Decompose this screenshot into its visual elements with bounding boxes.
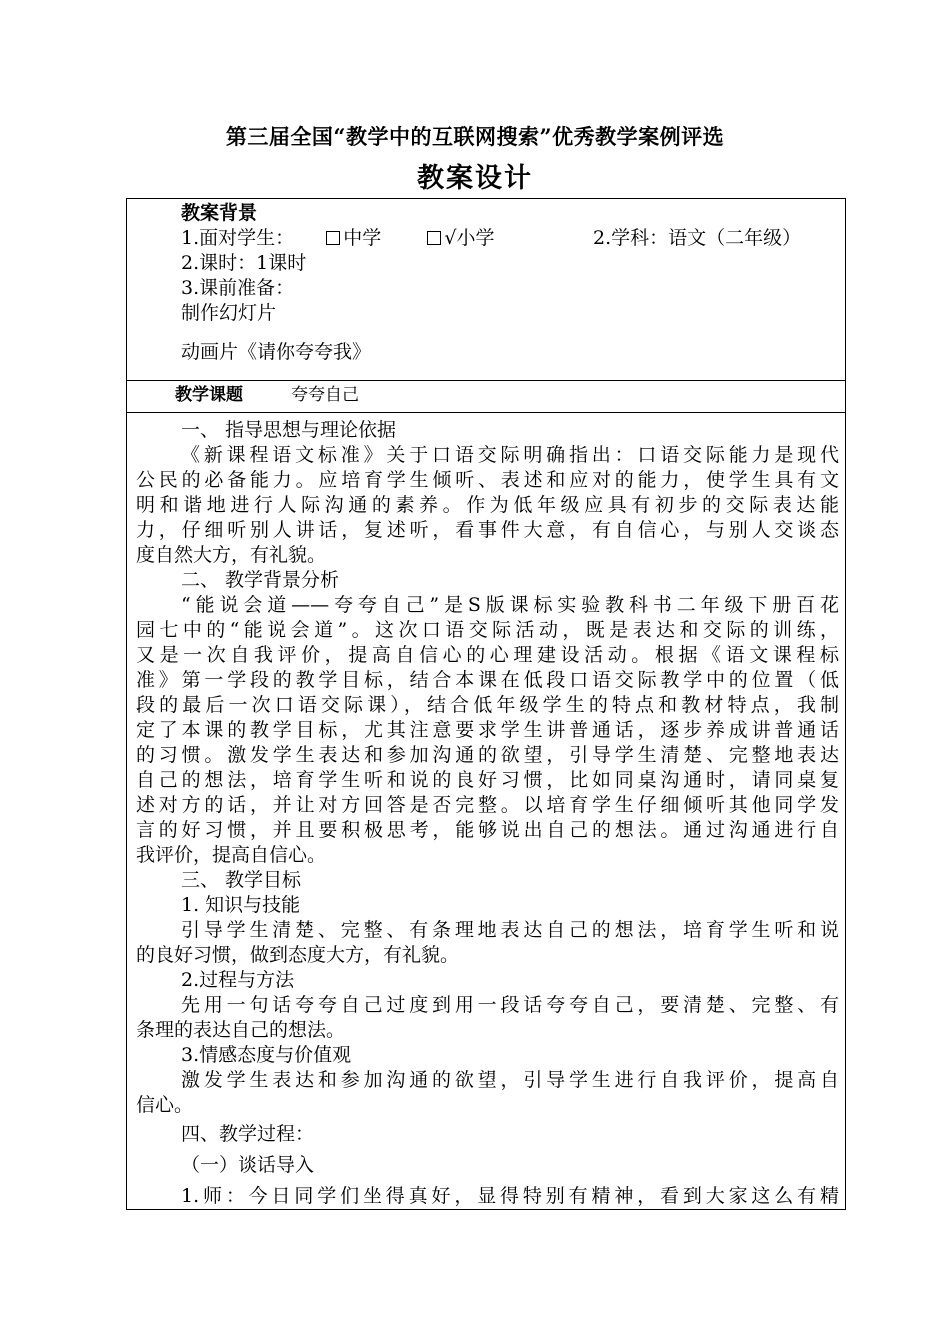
section-heading: 四、教学过程： — [181, 1123, 315, 1145]
subsection-heading: 2.过程与方法 — [181, 969, 295, 991]
middle-school-label: 中学 — [343, 227, 382, 249]
body-line: 激发学生表达和参加沟通的欲望，引导学生进行自我评价，提高自 — [181, 1069, 839, 1091]
body-line: 又是一次自我评价，提高自信心的心理建设活动。根据《语文课程标 — [136, 644, 839, 666]
body-line: 言的好习惯，并且要积极思考，能够说出自己的想法。通过沟通进行自 — [136, 819, 839, 841]
checkbox-icon — [326, 231, 340, 245]
subsection-heading: 3.情感态度与价值观 — [181, 1044, 352, 1066]
body-line: 我评价，提高自信心。 — [136, 844, 327, 866]
body-line: 定了本课的教学目标，尤其注意要求学生讲普通话，逐步养成讲普通话 — [136, 719, 839, 741]
checkbox-icon — [427, 231, 441, 245]
subsection-heading: 1. 知识与技能 — [181, 894, 301, 916]
body-line: 明和谐地进行人际沟通的素养。作为低年级应具有初步的交际表达能 — [136, 494, 839, 516]
section-heading: 三、 教学目标 — [181, 869, 302, 891]
topic-label: 教学课题 — [175, 385, 243, 405]
document-title: 教案设计 — [417, 163, 533, 194]
contest-title: 第三届全国“教学中的互联网搜索”优秀教学案例评选 — [225, 124, 725, 149]
body-line: 1.师：今日同学们坐得真好，显得特别有精神，看到大家这么有精 — [181, 1185, 839, 1207]
body-line: “能说会道——夸夸自己”是S版课标实验教科书二年级下册百花 — [181, 594, 839, 616]
body-line: 先用一句话夸夸自己过度到用一段话夸夸自己，要清楚、完整、有 — [181, 994, 839, 1016]
body-line: 力，仔细听别人讲话，复述听，看事件大意，有自信心，与别人交谈态 — [136, 519, 839, 541]
background-heading: 教案背景 — [181, 202, 258, 224]
primary-school-option[interactable] — [427, 227, 494, 249]
section-heading: 一、 指导思想与理论依据 — [181, 419, 397, 441]
prep-label: 3.课前准备： — [181, 277, 295, 299]
prep-item-animation: 动画片《请你夸夸我》 — [181, 341, 372, 363]
subsection-heading: （一）谈话导入 — [181, 1154, 315, 1176]
body-line: 《新课程语文标准》关于口语交际明确指出：口语交际能力是现代 — [181, 444, 839, 466]
body-line: 条理的表达自己的想法。 — [136, 1019, 346, 1041]
students-row — [181, 226, 494, 251]
lesson-plan-table — [126, 198, 846, 1210]
body-line: 的习惯。激发学生表达和参加沟通的欲望，引导学生清楚、完整地表达 — [136, 744, 839, 766]
body-line: 度自然大方，有礼貌。 — [136, 544, 327, 566]
body-line: 段的最后一次口语交际课），结合低年级学生的特点和教材特点，我制 — [136, 694, 839, 716]
row-divider — [127, 380, 845, 381]
students-label: 1.面对学生： — [181, 227, 295, 249]
body-line: 述对方的话，并让对方回答是否完整。以培育学生仔细倾听其他同学发 — [136, 794, 839, 816]
body-line: 信心。 — [136, 1094, 194, 1116]
class-hours: 2.课时：1课时 — [181, 252, 307, 274]
topic-value: 夸夸自己 — [291, 385, 359, 405]
subject-label: 2.学科：语文（二年级） — [593, 227, 802, 249]
body-line: 准》第一学段的教学目标，结合本课在低段口语交际教学中的位置（低 — [136, 669, 839, 691]
body-line: 的良好习惯，做到态度大方，有礼貌。 — [136, 944, 460, 966]
primary-school-label: √小学 — [444, 227, 495, 249]
prep-item-slides: 制作幻灯片 — [181, 302, 277, 324]
section-heading: 二、 教学背景分析 — [181, 569, 340, 591]
row-divider — [127, 412, 845, 413]
body-line: 自己的想法，培育学生听和说的良好习惯，比如同桌沟通时，请同桌复 — [136, 769, 839, 791]
body-line: 引导学生清楚、完整、有条理地表达自己的想法，培育学生听和说 — [181, 919, 839, 941]
body-line: 园七中的“能说会道”。这次口语交际活动，既是表达和交际的训练， — [136, 619, 839, 641]
middle-school-option[interactable] — [326, 227, 381, 249]
body-line: 公民的必备能力。应培育学生倾听、表述和应对的能力，使学生具有文 — [136, 469, 839, 491]
